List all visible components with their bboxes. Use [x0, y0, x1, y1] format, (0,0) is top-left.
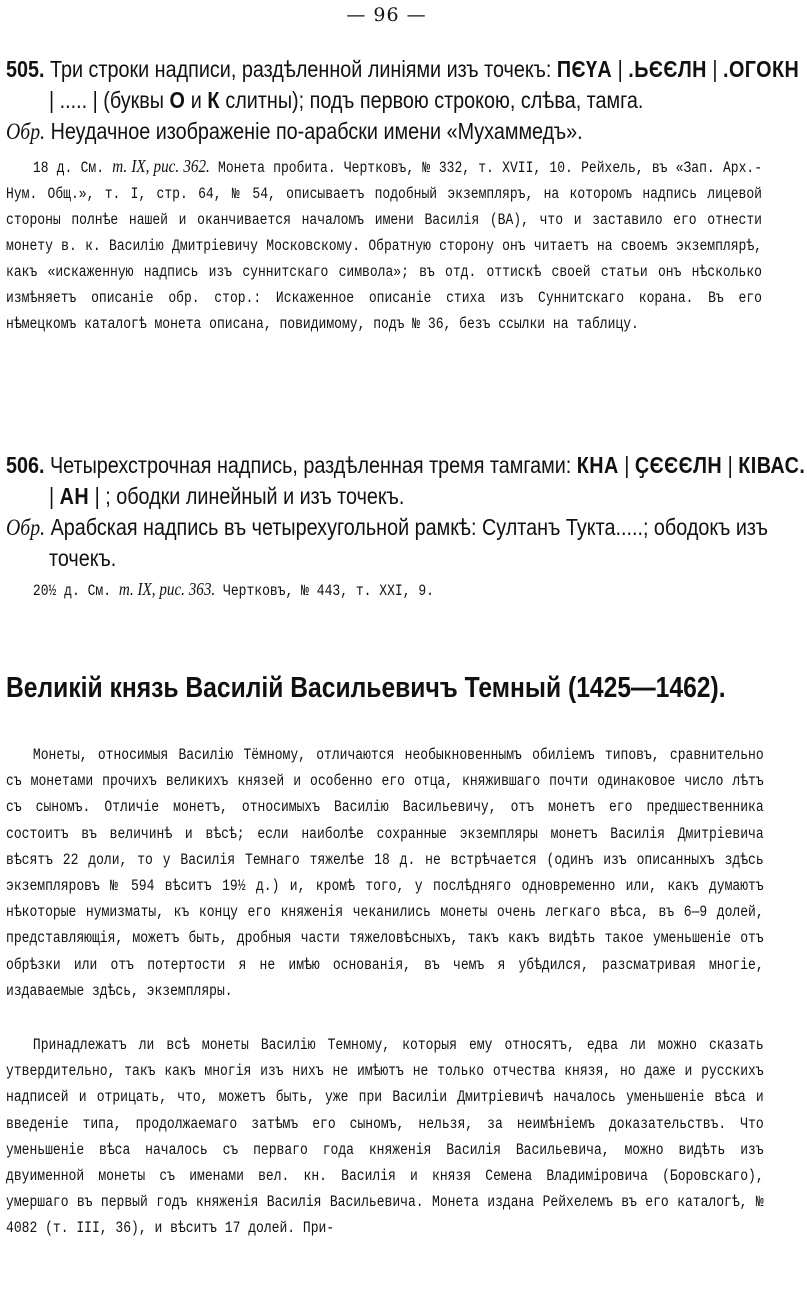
description-text: | — [618, 452, 635, 478]
body-text — [6, 742, 764, 1242]
catalog-entry-505 — [6, 54, 800, 337]
description-text: | — [722, 452, 739, 478]
legend-fragment: .ЬЄЄЛН — [628, 56, 707, 82]
entry-reference — [6, 576, 762, 604]
section-heading: Великій князь Василій Васильевичъ Темный (1425—1462). — [6, 672, 726, 704]
legend-letter: К — [207, 87, 220, 113]
table-reference: т. IX, рис. 362. — [112, 156, 210, 176]
description-text: слитны); подъ первою строкою, слѣва, тамга. — [219, 87, 644, 113]
description-text: | — [49, 483, 60, 509]
reverse-label: Обр. — [6, 515, 46, 540]
table-reference: т. IX, рис. 363. — [118, 579, 216, 599]
entry-description — [6, 450, 807, 512]
reference-text: Чертковъ, № 443, т. XXI, 9. — [215, 582, 434, 600]
paragraph: Монеты, относимыя Василію Тёмному, отличаются необыкновеннымъ обиліемъ типовъ, сравнительно съ монетами прочихъ великихъ князей и особенно его отца, княжившаго почти одинаковое число лѣтъ съ сыномъ. Отличіе монетъ, относимыхъ Василію Васильевичу, отъ монетъ его предшественника состоитъ въ величинѣ и вѣсѣ; если наиболѣе сохранные экземпляры монетъ Василія Дмитріевича вѣсятъ 22 доли, то у Василія Темнаго тяжелѣе 18 д. не встрѣчается (одинъ изъ описанныхъ здѣсь экземпляровъ № 594 вѣситъ 19½ д.) и, кромѣ того, у послѣдняго одновременно или, какъ думаютъ нѣкоторые нумизматы, къ концу его княженія чеканились монеты очень легкаго вѣса, въ 6—9 долей, представляющія, можетъ быть, дробныя части тяжеловѣсныхъ, такъ какъ видѣть такое уменьшеніе отъ обрѣзки или отъ потертости я не имѣю основанія, въ чемъ я убѣдился, разсматривая многіе, издаваемые здѣсь, экземпляры. — [6, 746, 764, 1000]
legend-fragment: .ОГОКН — [723, 56, 800, 82]
reverse-description — [6, 512, 807, 574]
description-text: | ..... | (буквы — [49, 87, 170, 113]
catalog-entry-506 — [6, 450, 806, 604]
paragraph: Принадлежатъ ли всѣ монеты Василію Темному, которыя ему относятъ, едва ли можно сказать утвердительно, такъ какъ многія изъ нихъ не имѣютъ не только отчества князя, но даже и русскихъ надписей и отрицать, что, можетъ быть, уже при Василіи Дмитріевичѣ началось уменьшеніе вѣса и введеніе типа, продолжаемаго затѣмъ его сыномъ, нельзя, за неимѣніемъ доказательствъ. Что уменьшеніе вѣса началось съ перваго года княженія Василія Васильевича, можно видѣть изъ двуименной монеты съ именами вел. кн. Василія и князя Семена Владиміровича (Боровскаго), умершаго въ первый годъ княженія Василія Васильевича. Монета издана Рейхелемъ въ его каталогѣ, № 4082 (т. III, 36), и вѣситъ 17 долей. При- — [6, 1036, 764, 1238]
entry-description — [6, 54, 807, 116]
description-text: | — [706, 56, 724, 82]
reverse-text: Арабская надпись въ четырехугольной рамкѣ: Султанъ Тукта.....; ободокъ изъ точекъ. — [45, 514, 768, 571]
legend-fragment: КІВАС. — [738, 452, 806, 478]
legend-fragment: АН — [59, 483, 90, 509]
legend-fragment: ҪЄЄЄЛН — [634, 452, 723, 478]
entry-reference — [6, 153, 762, 337]
description-text: | — [612, 56, 629, 82]
weight: 20½ д. — [32, 582, 80, 600]
reverse-label: Обр. — [6, 119, 46, 144]
page-number: — 96 — — [346, 4, 427, 26]
legend-letter: О — [169, 87, 186, 113]
description-text: | ; ободки линейный и изъ точекъ. — [89, 483, 405, 509]
reverse-description — [6, 116, 807, 147]
legend-fragment: КНА — [576, 452, 619, 478]
entry-number: 506. — [6, 452, 45, 478]
description-text: Четырехстрочная надпись, раздѣленная тремя тамгами: — [44, 452, 577, 478]
description-text: и — [185, 87, 208, 113]
see-label: См. — [79, 582, 119, 600]
reference-text: Монета пробита. Чертковъ, № 332, т. XVII, 10. Рейхель, въ «Зап. Арх.-Нум. Общ.», т. I, стр. 64, № 54, описываетъ подобный экземпляръ, на которомъ надпись лицевой стороны полнѣе нашей и оканчивается началомъ имени Василія (ВА), что и заставило его отнести монету в. к. Василію Дмитріевичу Московскому. Обратную сторону онъ читаетъ на своемъ экземплярѣ, какъ «искаженную надпись изъ суннитскаго символа»; въ отд. оттискѣ своей статьи онъ нѣсколько измѣняетъ описаніе обр. стор.: Искаженное описаніе стиха изъ Суннитскаго корана. Въ его нѣмецкомъ каталогѣ монета описана, повидимому, подъ № 36, безъ ссылки на таблицу. — [6, 159, 763, 333]
see-label: См. — [72, 159, 113, 177]
description-text: Три строки надписи, раздѣленной линіями изъ точекъ: — [44, 56, 557, 82]
legend-fragment: ПЄҮА — [556, 56, 613, 82]
weight: 18 д. — [32, 159, 73, 177]
entry-number: 505. — [6, 56, 45, 82]
paragraph-block — [6, 742, 764, 1032]
reverse-text: Неудачное изображеніе по-арабски имени «Мухаммедъ». — [45, 118, 583, 144]
